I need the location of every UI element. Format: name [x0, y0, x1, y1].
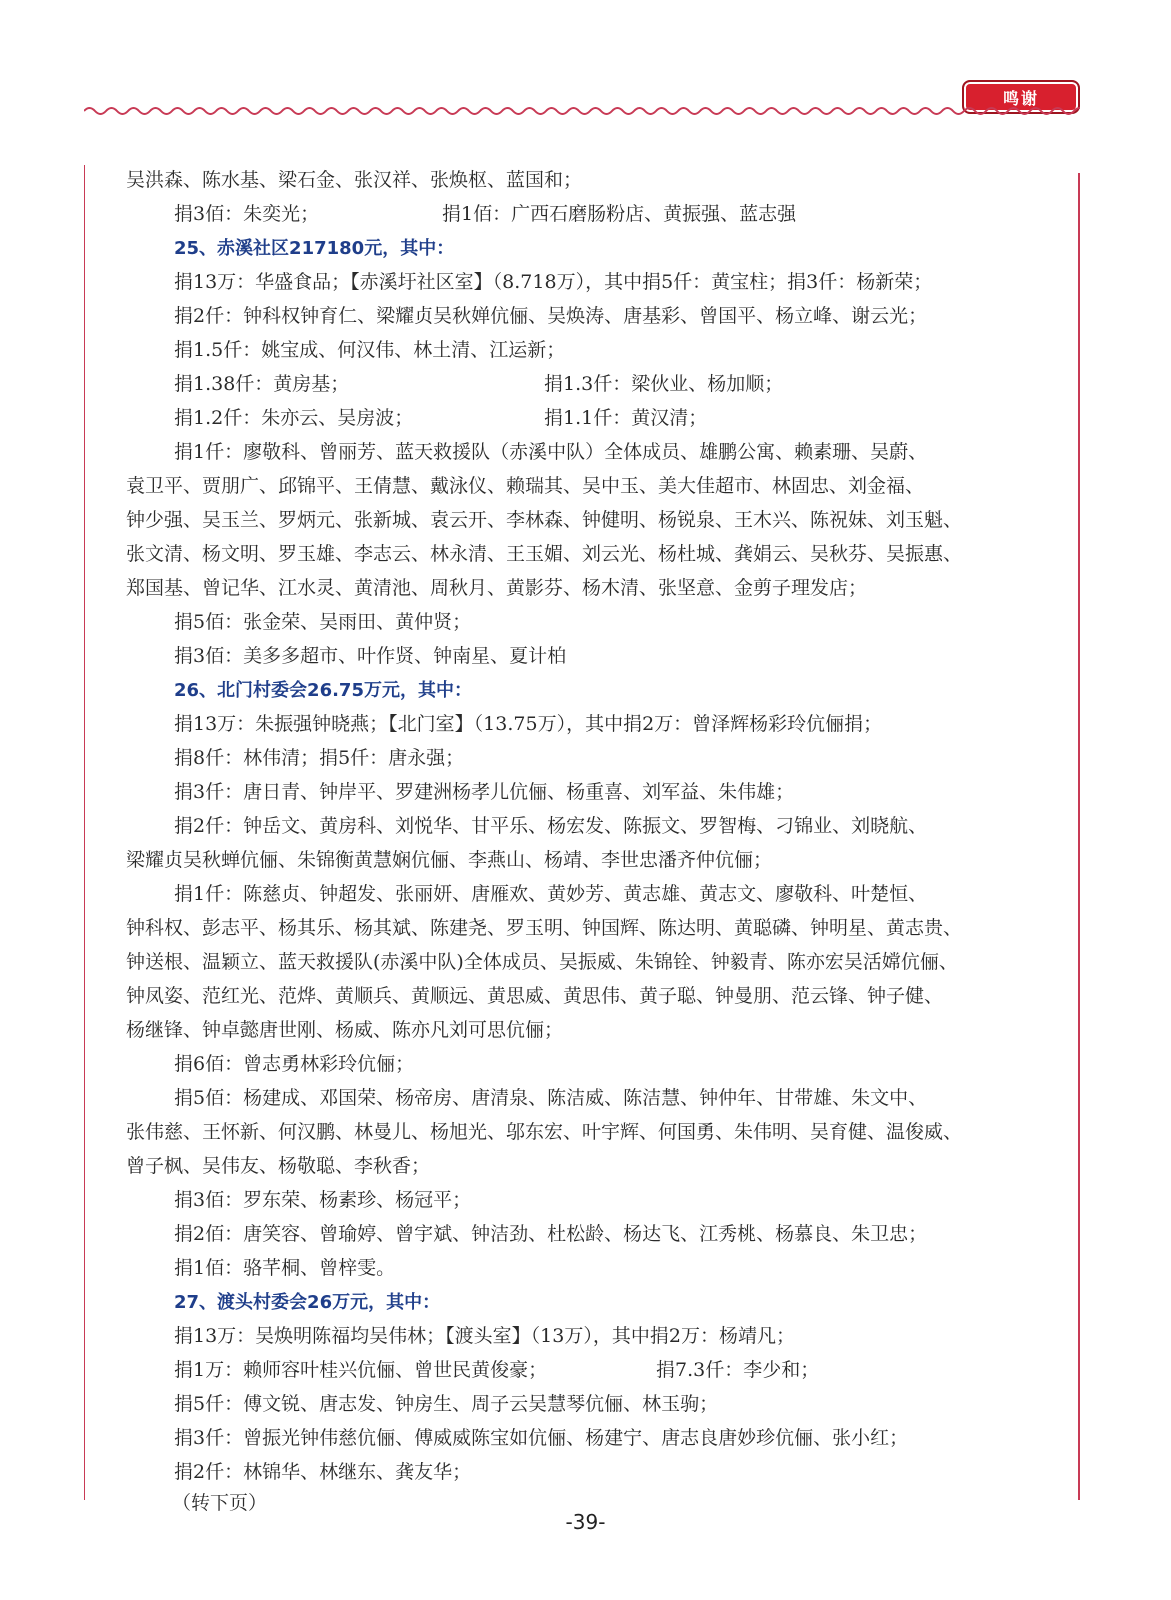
text-line	[126, 299, 1038, 333]
text-line	[126, 1149, 1038, 1183]
text-line	[126, 1013, 1038, 1047]
right-margin-rule	[1078, 173, 1080, 1500]
line-text: 捐2仟：钟科权钟育仁、梁耀贞吴秋婵伉俪、吴焕涛、唐基彩、曾国平、杨立峰、谢云光；	[174, 305, 928, 327]
badge-label: 鸣谢	[1002, 88, 1039, 108]
line-text: 钟科权、彭志平、杨其乐、杨其斌、陈建尧、罗玉明、钟国辉、陈达明、黄聪磷、钟明星、黄志贵、	[126, 917, 963, 939]
continued-note: （转下页）	[172, 1492, 268, 1514]
section-heading-text: 26、北门村委会26.75万元，其中：	[174, 680, 472, 701]
line-text: 曾子枫、吴伟友、杨敬聪、李秋香；	[126, 1155, 431, 1177]
text-line	[126, 333, 1038, 367]
line-text: 捐3仟：唐日青、钟岸平、罗建洲杨孝儿伉俪、杨重喜、刘军益、朱伟雄；	[174, 781, 795, 803]
line-text: 捐5仟：傅文锐、唐志发、钟房生、周子云吴慧琴伉俪、林玉驹；	[174, 1393, 719, 1415]
text-line	[126, 367, 1038, 401]
line-text: 捐1.38仟：黄房基；	[174, 373, 350, 395]
line-text: 捐13万：华盛食品；【赤溪圩社区室】（8.718万），其中捐5仟：黄宝柱；捐3仟：杨新荣；	[174, 271, 933, 293]
donor-list	[126, 163, 1038, 1489]
text-line	[126, 707, 1038, 741]
line-text: 捐6佰：曾志勇林彩玲伉俪；	[174, 1053, 415, 1075]
decorative-wave-divider	[84, 104, 1080, 118]
text-line	[126, 605, 1038, 639]
text-line	[126, 1319, 1038, 1353]
line-text: 捐3佰：美多多超市、叶作贤、钟南星、夏计柏	[174, 645, 567, 667]
text-line	[126, 163, 1038, 197]
text-line	[126, 1081, 1038, 1115]
text-line	[126, 1183, 1038, 1217]
line-text-second-column: 捐1佰：广西石磨肠粉店、黄振强、蓝志强	[442, 203, 797, 225]
text-line	[126, 639, 1038, 673]
line-text: 张伟慈、王怀新、何汉鹏、林曼儿、杨旭光、邬东宏、叶宇辉、何国勇、朱伟明、吴育健、温俊威、	[126, 1121, 963, 1143]
text-line	[126, 197, 1038, 231]
line-text: 捐5佰：张金荣、吴雨田、黄仲贤；	[174, 611, 472, 633]
line-text: 捐1.2仟：朱亦云、吴房波；	[174, 407, 414, 429]
line-text-second-column: 捐1.3仟：梁伙业、杨加顺；	[544, 373, 784, 395]
text-line	[126, 911, 1038, 945]
line-text: 袁卫平、贾朋广、邱锦平、王倩慧、戴泳仪、赖瑞其、吴中玉、美大佳超市、林固忠、刘金福、	[126, 475, 925, 497]
text-line	[126, 469, 1038, 503]
line-text: 捐1仟：廖敬科、曾丽芳、蓝天救援队（赤溪中队）全体成员、雄鹏公寓、赖素珊、吴蔚、	[174, 441, 928, 463]
text-line	[126, 1421, 1038, 1455]
text-line	[126, 265, 1038, 299]
line-text: 捐1.5仟：姚宝成、何汉伟、林土清、江运新；	[174, 339, 566, 361]
text-line	[126, 1387, 1038, 1421]
line-text: 捐1仟：陈慈贞、钟超发、张丽妍、唐雁欢、黄妙芳、黄志雄、黄志文、廖敬科、叶楚恒、	[174, 883, 928, 905]
line-text: 捐3佰：罗东荣、杨素珍、杨冠平；	[174, 1189, 472, 1211]
text-line	[126, 571, 1038, 605]
text-line	[126, 537, 1038, 571]
text-line	[126, 1217, 1038, 1251]
line-text: 捐3仟：曾振光钟伟慈伉俪、傅威威陈宝如伉俪、杨建宁、唐志良唐妙珍伉俪、张小红；	[174, 1427, 909, 1449]
text-line	[126, 945, 1038, 979]
text-line	[126, 809, 1038, 843]
text-line	[126, 503, 1038, 537]
line-text: 捐2仟：钟岳文、黄房科、刘悦华、甘平乐、杨宏发、陈振文、罗智梅、刁锦业、刘晓航、	[174, 815, 928, 837]
text-line	[126, 1353, 1038, 1387]
line-text: 钟送根、温颖立、蓝天救援队(赤溪中队)全体成员、吴振威、朱锦铨、钟毅青、陈亦宏吴活嫦伉俪、	[126, 951, 958, 973]
section-heading	[126, 673, 1038, 707]
line-text: 捐2仟：林锦华、林继东、龚友华；	[174, 1461, 472, 1483]
text-line	[126, 1455, 1038, 1489]
section-heading-text: 27、渡头村委会26万元，其中：	[174, 1292, 441, 1313]
line-text: 捐1万：赖师容叶桂兴伉俪、曾世民黄俊豪；	[174, 1359, 548, 1381]
line-text: 捐5佰：杨建成、邓国荣、杨帝房、唐清泉、陈洁威、陈洁慧、钟仲年、甘带雄、朱文中、	[174, 1087, 928, 1109]
line-text: 捐13万：吴焕明陈福均吴伟林；【渡头室】（13万），其中捐2万：杨靖凡；	[174, 1325, 795, 1347]
line-text: 郑国基、曾记华、江水灵、黄清池、周秋月、黄影芬、杨木清、张坚意、金剪子理发店；	[126, 577, 868, 599]
section-heading-text: 25、赤溪社区217180元，其中：	[174, 238, 455, 259]
line-text: 梁耀贞吴秋蝉伉俪、朱锦衡黄慧娴伉俪、李燕山、杨靖、李世忠潘齐仲伉俪；	[126, 849, 773, 871]
line-text-second-column: 捐1.1仟：黄汉清；	[544, 407, 708, 429]
left-margin-rule	[84, 165, 85, 1500]
line-text: 张文清、杨文明、罗玉雄、李志云、林永清、王玉媚、刘云光、杨杜城、龚娟云、吴秋芬、吴振惠、	[126, 543, 963, 565]
line-text: 捐1佰：骆芊桐、曾梓雯。	[174, 1257, 396, 1279]
text-line	[126, 1115, 1038, 1149]
text-line	[126, 775, 1038, 809]
text-line	[126, 843, 1038, 877]
section-heading	[126, 1285, 1038, 1319]
text-line	[126, 1047, 1038, 1081]
text-line	[126, 401, 1038, 435]
page-number: -39-	[565, 1510, 606, 1534]
text-line	[126, 1251, 1038, 1285]
line-text: 钟少强、吴玉兰、罗炳元、张新城、袁云开、李林森、钟健明、杨锐泉、王木兴、陈祝妹、刘玉魁、	[126, 509, 963, 531]
line-text: 捐13万：朱振强钟晓燕；【北门室】（13.75万），其中捐2万：曾泽辉杨彩玲伉俪捐；	[174, 713, 883, 735]
text-line	[126, 741, 1038, 775]
line-text: 吴洪森、陈水基、梁石金、张汉祥、张焕枢、蓝国和；	[126, 169, 583, 191]
text-line	[126, 877, 1038, 911]
line-text: 捐2佰：唐笑容、曾瑜婷、曾宇斌、钟洁劲、杜松龄、杨达飞、江秀桃、杨慕良、朱卫忠；	[174, 1223, 928, 1245]
text-line	[126, 979, 1038, 1013]
section-heading	[126, 231, 1038, 265]
line-text: 捐3佰：朱奕光；	[174, 203, 320, 225]
line-text: 捐8仟：林伟清；捐5仟：唐永强；	[174, 747, 465, 769]
line-text: 杨继锋、钟卓懿唐世刚、杨威、陈亦凡刘可思伉俪；	[126, 1019, 564, 1041]
line-text: 钟凤姿、范红光、范烨、黄顺兵、黄顺远、黄思威、黄思伟、黄子聪、钟曼朋、范云锋、钟子健、	[126, 985, 944, 1007]
line-text-second-column: 捐7.3仟：李少和；	[656, 1359, 820, 1381]
text-line	[126, 435, 1038, 469]
